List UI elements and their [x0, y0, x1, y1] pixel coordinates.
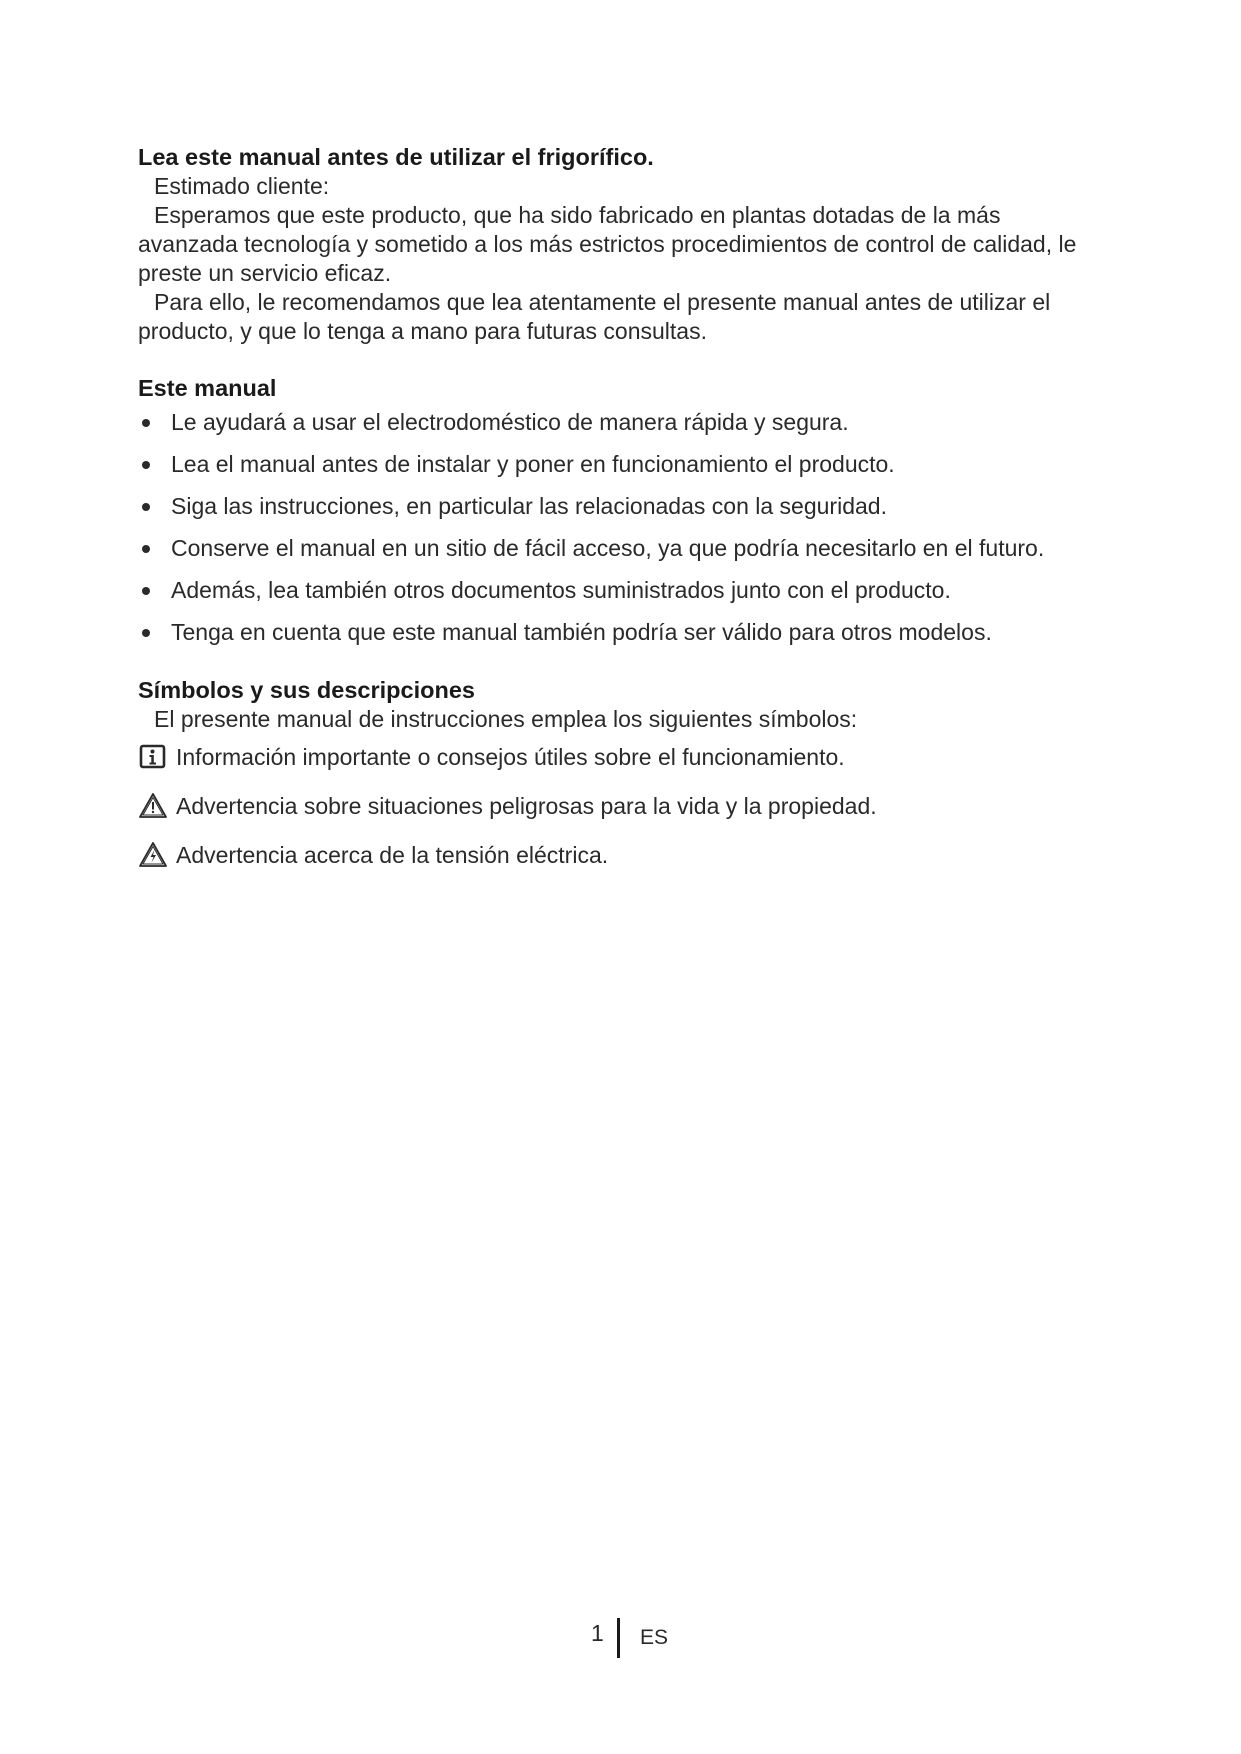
- intro-paragraph-2: [138, 288, 1118, 346]
- list-item-text: Lea el manual antes de instalar y poner en funcionamiento el producto.: [171, 451, 895, 477]
- symbols-intro: El presente manual de instrucciones emplea los siguientes símbolos:: [154, 706, 858, 732]
- list-item: [138, 576, 1118, 605]
- info-icon: [138, 742, 168, 772]
- manual-list: [138, 408, 1118, 647]
- bullet-icon: [142, 419, 150, 427]
- page-content: [138, 143, 1118, 872]
- symbol-description: Advertencia acerca de la tensión eléctrica.: [176, 841, 609, 868]
- intro-paragraph-2-rest: producto, y que lo tenga a mano para futuras consultas.: [138, 318, 707, 344]
- list-item-text: Le ayudará a usar el electrodoméstico de manera rápida y segura.: [171, 409, 849, 435]
- spacer: [138, 346, 1118, 374]
- list-item: [138, 450, 1118, 479]
- spacer: [138, 660, 1118, 676]
- list-item-text: Además, lea también otros documentos suministrados junto con el producto.: [171, 577, 951, 603]
- symbols-heading: Símbolos y sus descripciones: [138, 677, 475, 703]
- bullet-icon: [142, 629, 150, 637]
- symbol-row-electric: [138, 838, 1118, 872]
- warning-icon: [138, 791, 168, 821]
- intro-paragraph-1-first-line: Esperamos que este producto, que ha sido fabricado en plantas dotadas de la más: [154, 202, 1001, 228]
- bullet-icon: [142, 545, 150, 553]
- symbol-description: Información importante o consejos útiles sobre el funcionamiento.: [176, 743, 845, 770]
- list-item: [138, 618, 1118, 647]
- intro-paragraph-1: [138, 201, 1118, 288]
- page-footer: [0, 1618, 1241, 1658]
- list-item: [138, 408, 1118, 437]
- symbol-row-warning: [138, 789, 1118, 823]
- list-item-text: Siga las instrucciones, en particular las relacionadas con la seguridad.: [171, 493, 887, 519]
- list-item: [138, 492, 1118, 521]
- greeting: Estimado cliente:: [154, 173, 330, 199]
- symbol-row-info: [138, 740, 1118, 774]
- language-code: ES: [640, 1626, 669, 1649]
- footer-divider: [617, 1618, 620, 1658]
- list-item-text: Tenga en cuenta que este manual también podría ser válido para otros modelos.: [171, 619, 992, 645]
- bullet-icon: [142, 587, 150, 595]
- list-item-text: Conserve el manual en un sitio de fácil acceso, ya que podría necesitarlo en el futuro.: [171, 535, 1045, 561]
- page-number: 1: [591, 1620, 604, 1646]
- intro-title: Lea este manual antes de utilizar el frigorífico.: [138, 144, 654, 170]
- symbol-description: Advertencia sobre situaciones peligrosas para la vida y la propiedad.: [176, 792, 877, 819]
- manual-heading: Este manual: [138, 375, 277, 401]
- electric-warning-icon: [138, 840, 168, 870]
- bullet-icon: [142, 503, 150, 511]
- intro-paragraph-2-first-line: Para ello, le recomendamos que lea atentamente el presente manual antes de utilizar el: [154, 289, 1051, 315]
- intro-paragraph-1-rest: avanzada tecnología y sometido a los más estrictos procedimientos de control de calidad, le preste un servicio eficaz.: [138, 231, 1077, 286]
- bullet-icon: [142, 461, 150, 469]
- list-item: [138, 534, 1118, 563]
